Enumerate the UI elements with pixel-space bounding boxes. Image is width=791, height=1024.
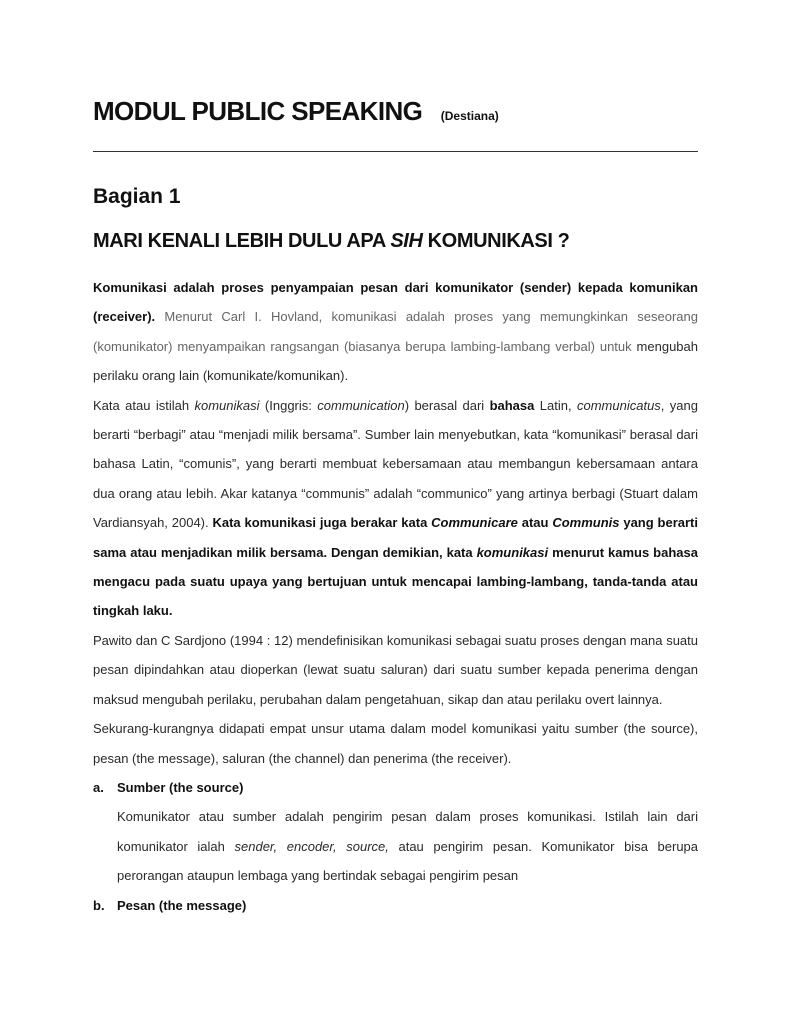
- source-italic-1: sender, encoder, source,: [234, 838, 389, 854]
- title-divider: [93, 151, 698, 152]
- etym-text-3: ) berasal dari: [404, 397, 490, 413]
- body-text: [93, 273, 698, 920]
- title-row: [93, 96, 697, 127]
- etym-bold-1: bahasa: [489, 397, 535, 413]
- etym-bold-italic-2: Communis: [552, 515, 620, 531]
- etym-bold-italic-1: Communicare: [431, 515, 518, 531]
- definition-hovland: Menurut Carl I. Hovland, komunikasi adalah proses yang memungkinkan seseorang (komunikator) menyampaikan rangsangan (biasanya berupa lambing-lambang verbal) untuk: [93, 309, 698, 354]
- definition-rest: mengubah perilaku orang lain (komunikate/komunikan).: [93, 338, 698, 384]
- list-item-source: [93, 773, 698, 891]
- list-title-message: Pesan (the message): [117, 897, 247, 913]
- section-label: Bagian 1: [93, 185, 181, 208]
- etym-text-1: Kata atau istilah: [93, 397, 195, 413]
- etym-bold-4: yang berarti sama atau menjadikan milik bersama. Dengan demikian, kata: [93, 515, 698, 560]
- paragraph-etymology: [93, 391, 698, 626]
- source-text-1: Komunikator atau sumber adalah pengirim pesan dalam proses komunikasi. Istilah lain dari komunikator ialah: [117, 809, 698, 854]
- list-item-message: [93, 891, 698, 920]
- heading-text-pre: MARI KENALI LEBIH DULU APA: [93, 230, 391, 252]
- heading-text-post: KOMUNIKASI ?: [422, 230, 570, 252]
- paragraph-pawito: Pawito dan C Sardjono (1994 : 12) mendefinisikan komunikasi sebagai suatu proses dengan mana suatu pesan dipindahkan atau dioperkan (lewat suatu saluran) dari suatu sumber kepada penerima dengan maksud mengubah perilaku, perubahan dalam pengetahuan, sikap dan atau perilaku overt lainnya.: [93, 632, 698, 707]
- heading-text-emphasis: SIH: [390, 230, 423, 252]
- etym-bold-3: atau: [517, 515, 553, 531]
- definition-bold: Komunikasi adalah proses penyampaian pesan dari komunikator (sender) kepada komunikan (receiver).: [93, 280, 698, 325]
- section-heading: [93, 230, 570, 253]
- document-author: (Destiana): [440, 109, 499, 123]
- etym-text-4: Latin,: [534, 397, 577, 413]
- source-text-2: atau pengirim pesan. Komunikator bisa berupa perorangan ataupun lembaga yang bertindak sebagai pengirim pesan: [117, 838, 699, 884]
- list-title-source: Sumber (the source): [117, 779, 244, 795]
- etym-italic-3: communicatus: [576, 397, 661, 413]
- etym-bold-italic-3: komunikasi: [476, 544, 549, 560]
- etym-bold-5: menurut kamus bahasa mengacu pada suatu upaya yang bertujuan untuk mencapai lambing-lambang, tanda-tanda atau tingkah laku.: [93, 544, 698, 619]
- etym-bold-2: Kata komunikasi juga berakar kata: [212, 515, 432, 531]
- paragraph-definition: [93, 273, 698, 391]
- etym-text-2: (Inggris:: [259, 397, 318, 413]
- list-body-source: [117, 802, 698, 890]
- list-label-b: b.: [93, 897, 105, 913]
- paragraph-elements: Sekurang-kurangnya didapati empat unsur utama dalam model komunikasi yaitu sumber (the source), pesan (the message), saluran (the channel) dan penerima (the receiver).: [93, 721, 698, 766]
- document-title: MODUL PUBLIC SPEAKING: [93, 96, 423, 126]
- etym-text-5: , yang berarti “berbagi” atau “menjadi milik bersama”. Sumber lain menyebutkan, kata “komunikasi” berasal dari bahasa Latin, “comunis”, yang berarti membuat kebersamaan atau membangun kebersamaan antara dua orang atau lebih. Akar katanya “communis” adalah “communico” yang artinya berbagi (Stuart dalam Vardiansyah, 2004).: [93, 397, 698, 531]
- list-label-a: a.: [93, 779, 104, 795]
- etym-italic-2: communication: [317, 397, 405, 413]
- etym-italic-1: komunikasi: [194, 397, 260, 413]
